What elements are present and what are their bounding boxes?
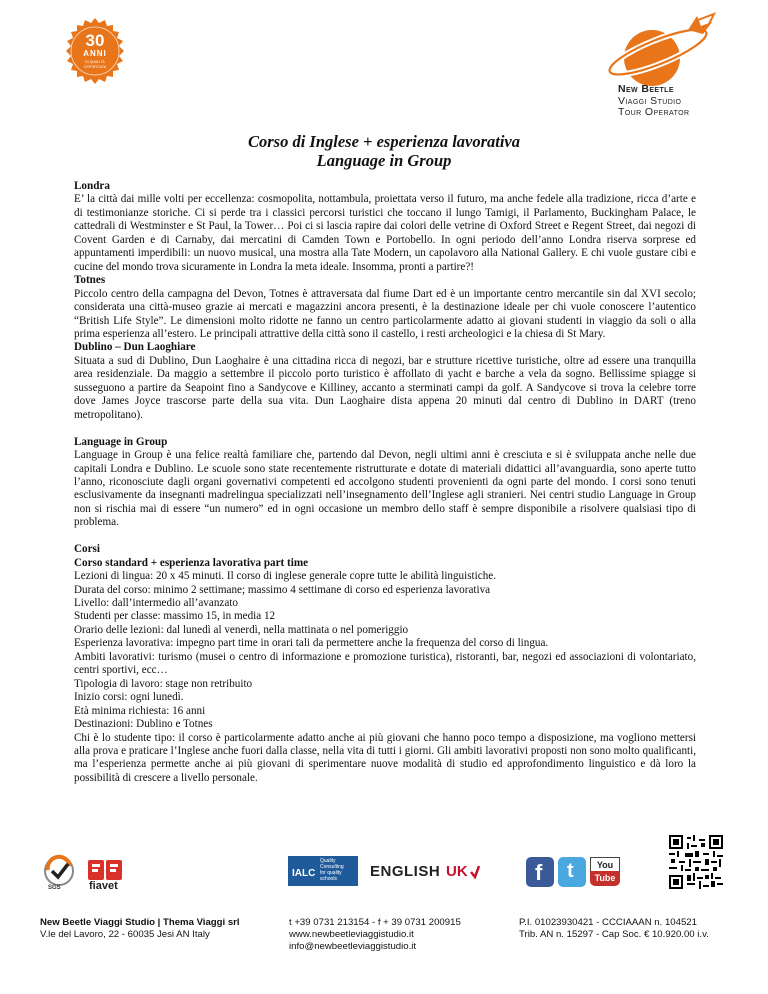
brand-line-3: Tour Operator (618, 106, 690, 118)
englishuk-label-b: UK (446, 863, 468, 880)
corsi-line: Studenti per classe: massimo 15, in media 12 (74, 610, 276, 623)
ialc-logo (288, 856, 358, 886)
corsi-line: Destinazioni: Dublino e Totnes (74, 718, 213, 731)
footer-email-link[interactable]: info@newbeetleviaggistudio.it (289, 941, 417, 952)
corsi-line: Orario delle lezioni: dal lunedì al venerdì, nella mattinata o nel pomeriggio (74, 623, 409, 636)
brand-line-2: Viaggi Studio (618, 94, 682, 107)
footer-phone: t +39 0731 213154 - f + 39 0731 200915 (289, 917, 461, 928)
heading-corsi: Corsi (74, 543, 100, 556)
footer-contacts (289, 917, 489, 953)
twitter-icon[interactable]: t (558, 857, 586, 887)
badge-small-text: DI QUALITÀ CERTIFICATA (83, 60, 107, 69)
heading-londra: Londra (74, 180, 110, 192)
corsi-line: Livello: dall’intermedio all’avanzato (74, 597, 238, 610)
english-uk-logo (368, 856, 482, 886)
corsi-line: Tipologia di lavoro: stage non retribuito (74, 677, 253, 690)
corsi-line: Lezioni di lingua: 20 x 45 minuti. Il corso di inglese generale copre tutte le abilità linguistiche. (74, 570, 496, 583)
paragraph-londra: E’ la città dai mille volti per eccellenza: cosmopolita, nottambula, proiettata verso il futuro, ma anche fedele alla tradizione, ricca d’arte e di testimonianze storiche. Ci si perde tra i classici percorsi turistici che toccano il lungo Tamigi, il Parlamento, Buckingham Palace, le cattedrali di Westminster e St Paul, la Tower… Poi ci si lascia rapire dai colori delle vetrine di Oxford Street e Regent Street, dai negozi di Covent Garden e di Carnaby, dai mercatini di Camden Town e Portobello. In ogni periodo dell’anno Londra riserva sorprese ed appuntamenti imperdibili: un nuovo musical, una mostra alla Tate Modern, un capolavoro alla National Gallery. E chi vuole gustare cibi e cucine del mondo trova sicuramente in Londra la meta ideale. Insomma, pronti a partire?! (74, 193, 696, 273)
footer-registry: Trib. AN n. 15297 - Cap Soc. € 10.920.00 i.v. (519, 929, 709, 940)
ialc-label: IALC (292, 868, 316, 879)
footer-website-link[interactable]: www.newbeetleviaggistudio.it (289, 929, 414, 940)
footer-company (40, 917, 270, 941)
badge-number: 30 (85, 31, 105, 50)
fiavet-label: fiavet (89, 880, 118, 892)
subheading-corso-standard: Corso standard + esperienza lavorativa part time (74, 556, 309, 569)
fiavet-mark-icon (86, 858, 126, 882)
fiavet-logo (86, 858, 126, 894)
paragraph-dublino: Situata a sud di Dublino, Dun Laoghaire è una cittadina ricca di negozi, bar e strutture ricettive turistiche, oltre ad essere una tranquilla area residenziale. Da maggio a settembre il piccolo porto turistico è affollato di yacht e barche a vela da sogno. Bellissime spiagge si susseguono a partire da Seapoint fino a Sandycove e Killiney, accanto a sterminati campi da golf. A Sandycove si trova la celebre torre dove James Joyce trascorse parte della sua vita. Dun Laoghaire dista appena 20 minuti dal centro di Dublino in DART (treno metropolitano). (74, 354, 696, 421)
facebook-icon[interactable]: f (526, 857, 554, 887)
paragraph-totnes: Piccolo centro della campagna del Devon, Totnes è attraversata dal fiume Dart ed è un importante centro mercantile sin dal XVI secolo; considerata una città-museo grazie ai mercati e magazzini ancora presenti, è la destinazione ideale per chi vuole conoscere l’autentico “British Life Style”. Le dimensioni molto ridotte ne fanno un centro particolarmente adatto ai giovani studenti in viaggio da soli o alla prima esperienza all’estero. Le principali attrattive della città sono il castello, i resti archeologici e la chiesa di St Mary. (74, 287, 696, 340)
corsi-line: Esperienza lavorativa: impegno part time in orari tali da permettere anche la frequenza del corso di lingua. (74, 637, 549, 650)
document-title (0, 132, 768, 170)
corsi-line: Età minima richiesta: 16 anni (74, 704, 206, 717)
spacer (74, 422, 696, 435)
brand-line-1: New Beetle (618, 83, 674, 95)
footer-address: V.le del Lavoro, 22 - 60035 Jesi AN Italy (40, 929, 210, 940)
corsi-line: Ambiti lavorativi: turismo (musei o centro di informazione e promozione turistica), ristoranti, bar, negozi ed associazioni di volontariato, centri sportivi, ecc… (74, 650, 696, 677)
footer-company-name: New Beetle Viaggi Studio | Thema Viaggi srl (40, 917, 240, 928)
ialc-sub: Quality Consulting for quality schools (320, 858, 344, 882)
spacer (74, 530, 696, 543)
paragraph-language-in-group: Language in Group è una felice realtà familiare che, partendo dal Devon, negli ultimi anni è cresciuta e si è sviluppata anche nelle due capitali Londra e Dublino. Le scuole sono state recentemente ristrutturate e dotate di materiali didattici all’avanguardia, sono aperte tutto l’anno, riconosciute dagli organi governativi competenti ed accolgono studenti provenienti da ogni parte del mondo. I corsi sono tenuti esclusivamente da insegnanti madrelingua specializzati nell’insegnamento dell’Inglese agli stranieri. Nei centri studio Language in Group non si rischia mai di essere “un numero” ed in ogni occasione un membro dello staff è sempre disponibile a risolvere qualsiasi tipo di problema. (74, 449, 696, 529)
englishuk-label-a: ENGLISH (370, 863, 441, 880)
heading-language-in-group: Language in Group (74, 435, 168, 448)
youtube-icon[interactable]: You Tube (590, 857, 618, 887)
title-line-2: Language in Group (316, 151, 452, 170)
corsi-line: Inizio corsi: ogni lunedì. (74, 691, 184, 704)
footer-vat: P.I. 01023930421 - CCCIAAAN n. 104521 (519, 917, 697, 928)
sgs-certification-logo (40, 854, 78, 892)
footer-legal (519, 917, 749, 941)
corsi-line: Chi è lo studente tipo: il corso è particolarmente adatto anche ai più giovani che hanno poco tempo a disposizione, ma vogliono mettersi alla prova e praticare l’Inglese anche fuori dalla classe, nella vita di tutti i giorni. Gli ambiti lavorativi proposti non sono molto qualificanti, ma l’esperienza permette anche ai più giovani di sperimentare nuove modalità di studio ed approfondimento linguistico e dà loro la possibilità di crescere a livello personale. (74, 731, 696, 784)
brand-wordmark (618, 84, 738, 119)
title-line-1: Corso di Inglese + esperienza lavorativa (247, 132, 521, 151)
corsi-line: Durata del corso: minimo 2 settimane; massimo 4 settimane di corso ed esperienza lavorativa (74, 583, 491, 596)
badge-word: ANNI (83, 49, 107, 58)
anniversary-badge (62, 18, 128, 84)
qr-code-icon[interactable] (669, 835, 723, 889)
uk-tick-icon (470, 865, 480, 879)
heading-totnes: Totnes (74, 274, 106, 287)
heading-dublino: Dublino – Dun Laoghiare (74, 341, 196, 354)
document-body (74, 180, 696, 785)
sgs-label: SGS (48, 885, 61, 891)
